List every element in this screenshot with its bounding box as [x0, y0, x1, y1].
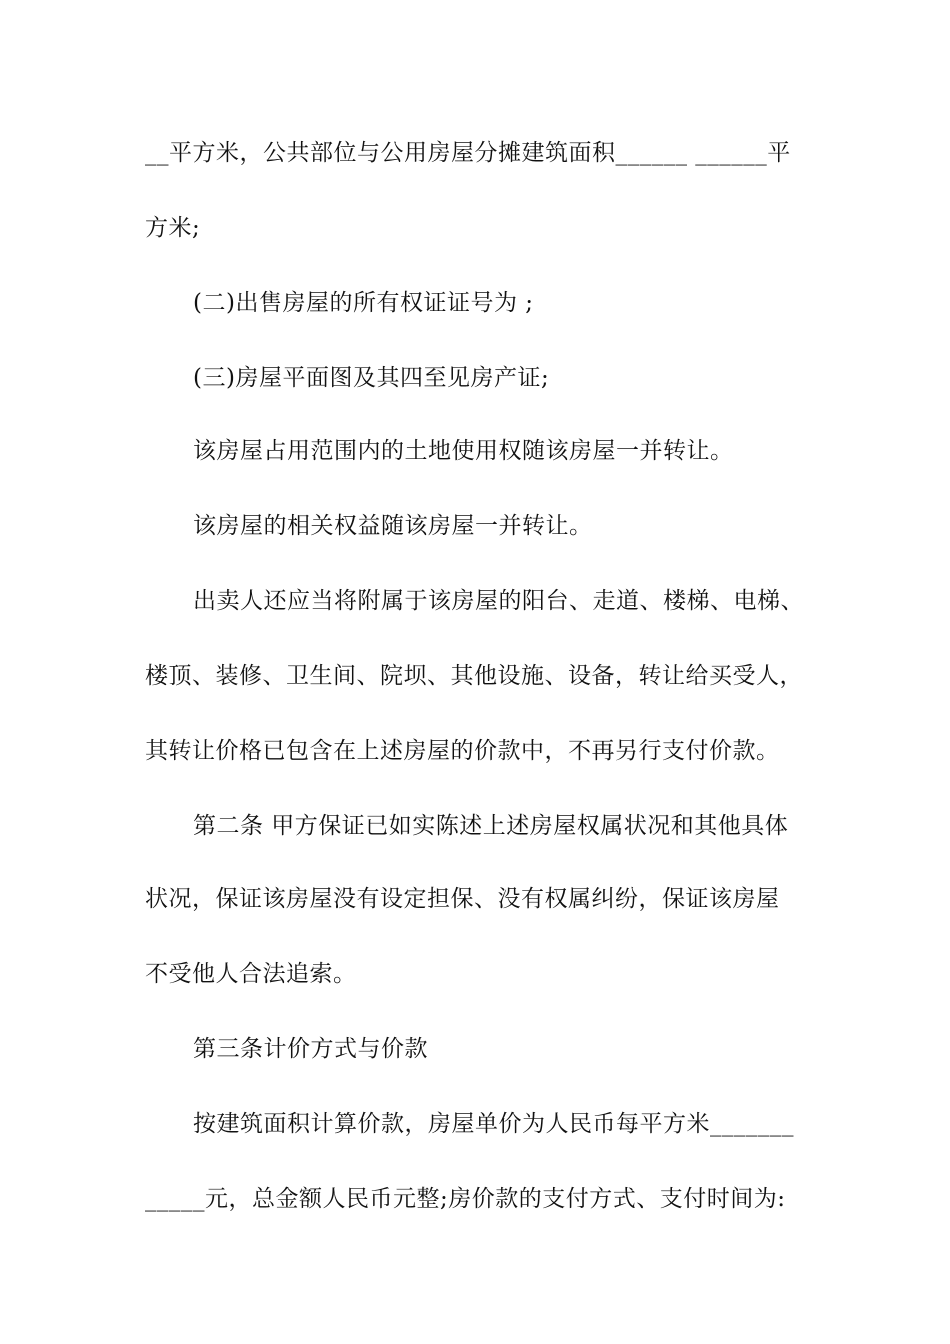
text-line: 第三条计价方式与价款 [193, 1036, 428, 1062]
text-line: 状况，保证该房屋没有设定担保、没有权属纠纷，保证该房屋 [145, 886, 780, 912]
text-line: 该房屋占用范围内的土地使用权随该房屋一并转让。 [193, 438, 734, 464]
text-line: (二)出售房屋的所有权证证号为 ; [193, 290, 534, 316]
text-line: 出卖人还应当将附属于该房屋的阳台、走道、楼梯、电梯、 [193, 588, 804, 614]
text-line: 其转让价格已包含在上述房屋的价款中，不再另行支付价款。 [145, 738, 780, 764]
text-line: __平方米，公共部位与公用房屋分摊建筑面积______ ______平 [145, 140, 791, 166]
text-line: 该房屋的相关权益随该房屋一并转让。 [193, 513, 593, 539]
text-line: 楼顶、装修、卫生间、院坝、其他设施、设备，转让给买受人， [145, 663, 803, 689]
text-line: _____元，总金额人民币元整;房价款的支付方式、支付时间为: [145, 1186, 786, 1212]
text-line: 第二条 甲方保证已如实陈述上述房屋权属状况和其他具体 [193, 813, 789, 839]
text-line: (三)房屋平面图及其四至见房产证; [193, 365, 550, 391]
text-line: 不受他人合法追索。 [145, 961, 357, 987]
text-line: 方米; [145, 215, 201, 241]
text-line: 按建筑面积计算价款，房屋单价为人民币每平方米_______ [193, 1111, 794, 1137]
